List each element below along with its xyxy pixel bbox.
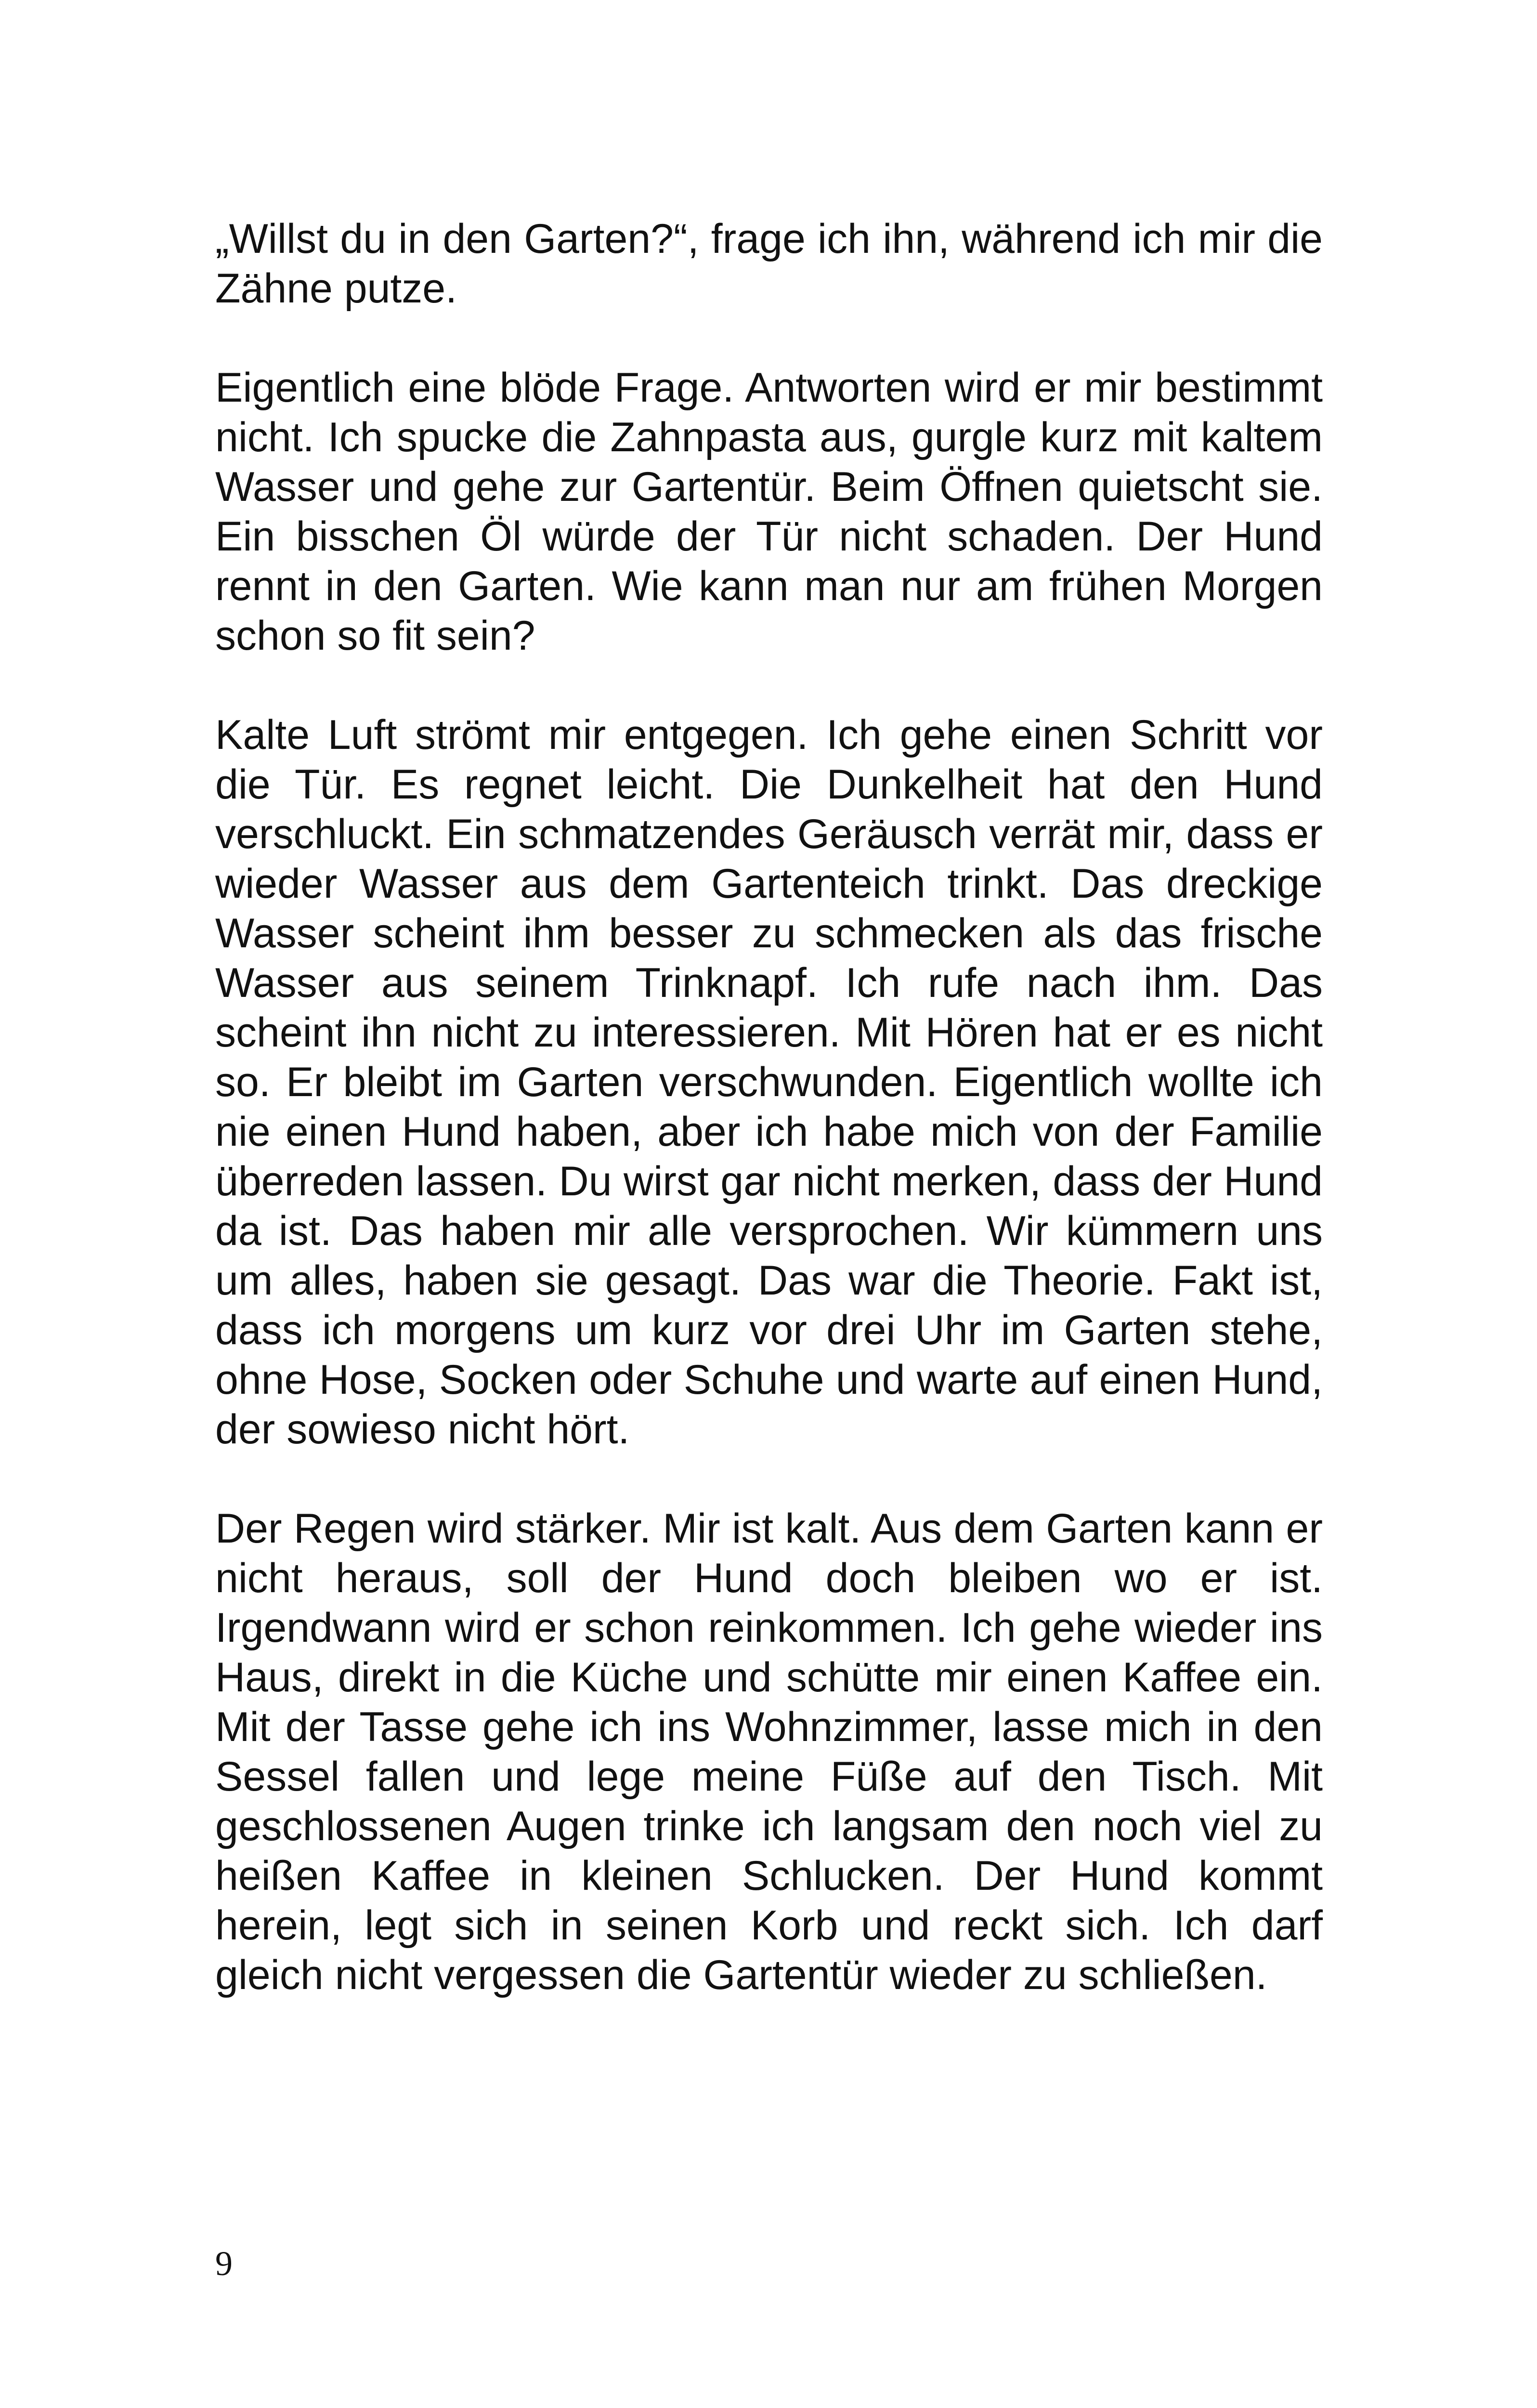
- paragraph-1: „Willst du in den Garten?“, frage ich ihn, während ich mir die Zähne putze.: [215, 216, 1323, 312]
- paragraph-4: Der Regen wird stärker. Mir ist kalt. Aus dem Garten kann er nicht heraus, soll der Hund doch bleiben wo er ist. Irgendwann wird er schon reinkommen. Ich gehe wieder ins Haus, direkt in die Küche und schütte mir einen Kaffee ein. Mit der Tasse gehe ich ins Wohnzimmer, lasse mich in den Sessel fallen und lege meine Füße auf den Tisch. Mit geschlossenen Augen trinke ich langsam den noch viel zu heißen Kaffee in kleinen Schlucken. Der Hund kommt herein, legt sich in seinen Korb und reckt sich. Ich darf gleich nicht vergessen die Gartentür wieder zu schließen.: [215, 1505, 1323, 1998]
- paragraph-3: Kalte Luft strömt mir entgegen. Ich gehe einen Schritt vor die Tür. Es regnet leicht. Die Dunkelheit hat den Hund verschluckt. Ein schmatzendes Geräusch verrät mir, dass er wieder Wasser aus dem Gartenteich trinkt. Das dreckige Wasser scheint ihm besser zu schmecken als das frische Wasser aus seinem Trinknapf. Ich rufe nach ihm. Das scheint ihn nicht zu interessieren. Mit Hören hat er es nicht so. Er bleibt im Garten verschwunden. Eigentlich wollte ich nie einen Hund haben, aber ich habe mich von der Familie überreden lassen. Du wirst gar nicht merken, dass der Hund da ist. Das haben mir alle versprochen. Wir kümmern uns um alles, haben sie gesagt. Das war die Theorie. Fakt ist, dass ich morgens um kurz vor drei Uhr im Garten stehe, ohne Hose, Socken oder Schuhe und warte auf einen Hund, der sowieso nicht hört.: [215, 712, 1323, 1453]
- body-text: [215, 214, 1323, 2050]
- paragraph-2: Eigentlich eine blöde Frage. Antworten wird er mir bestimmt nicht. Ich spucke die Zahnpasta aus, gurgle kurz mit kaltem Wasser und gehe zur Gartentür. Beim Öffnen quietscht sie. Ein bisschen Öl würde der Tür nicht schaden. Der Hund rennt in den Garten. Wie kann man nur am frühen Morgen schon so fit sein?: [215, 365, 1323, 659]
- page-number: 9: [215, 2244, 233, 2283]
